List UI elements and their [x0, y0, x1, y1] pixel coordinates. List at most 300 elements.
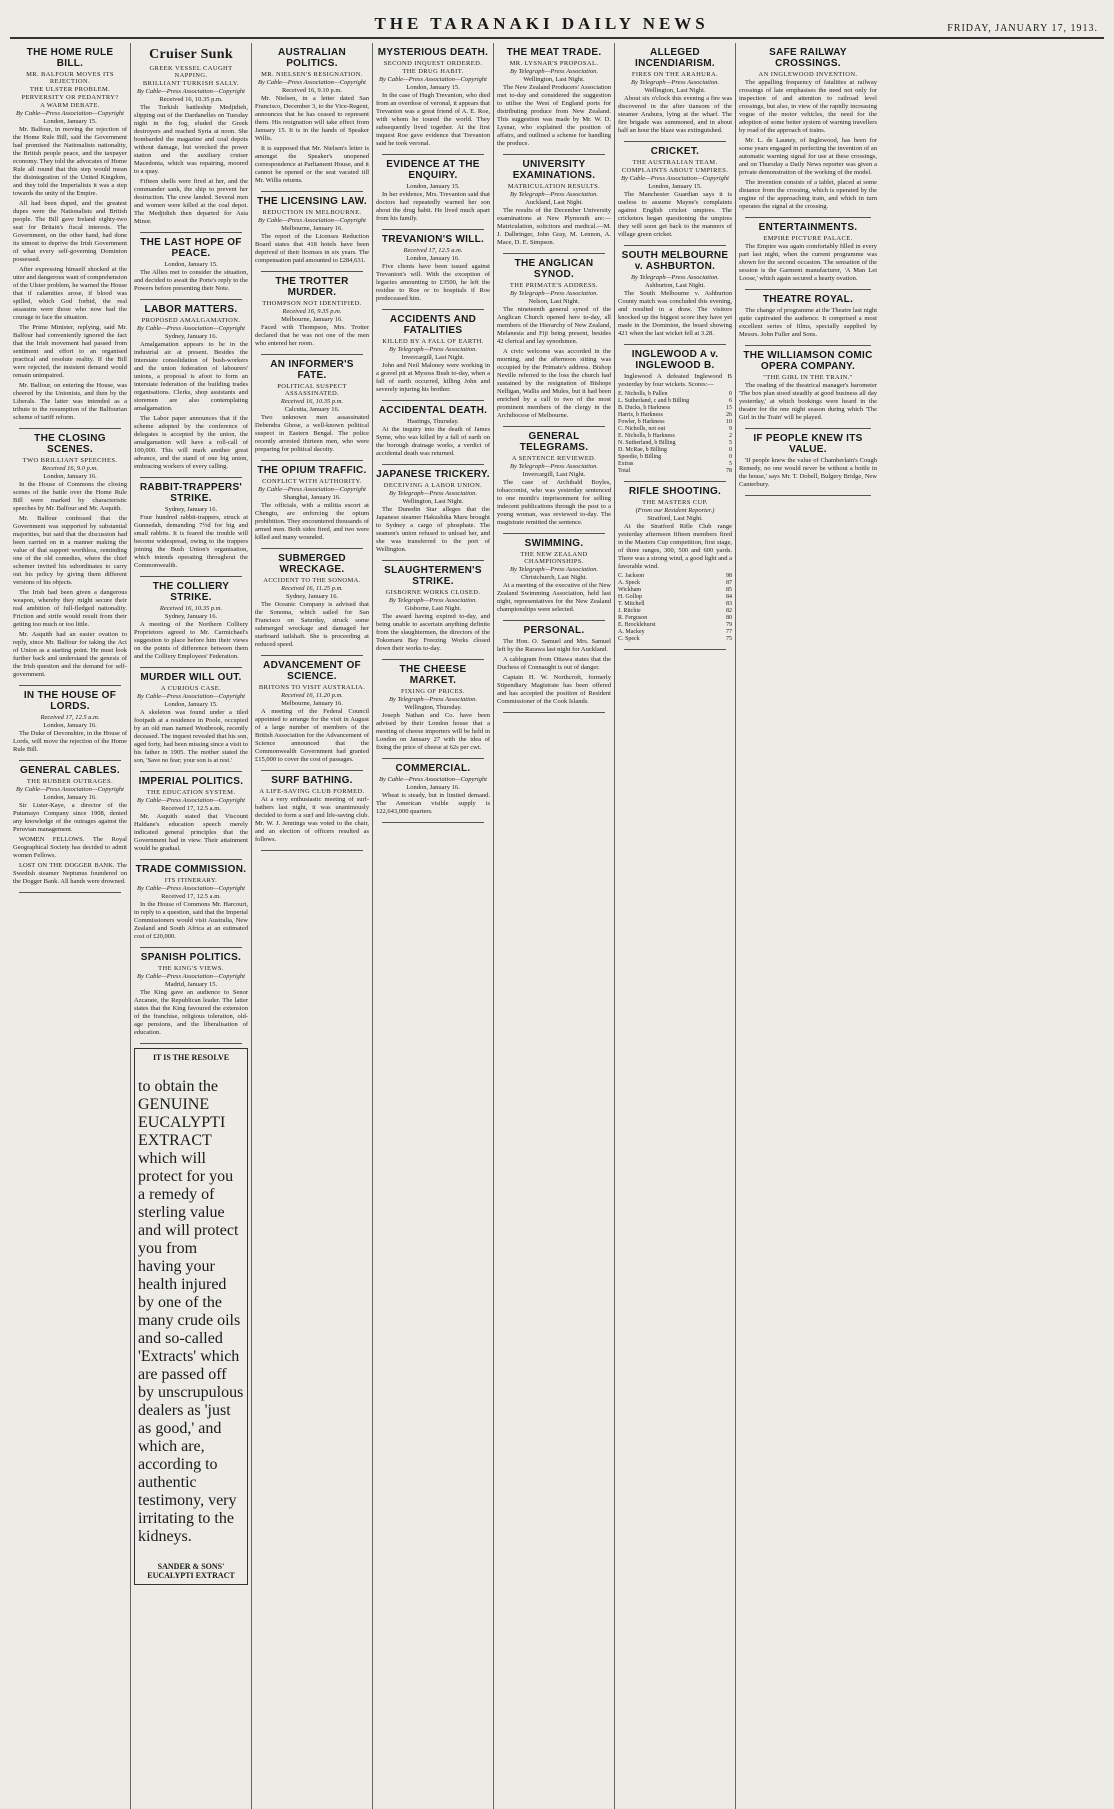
article-headline: THE COLLIERY STRIKE. — [152, 581, 230, 603]
score-table — [618, 573, 732, 643]
article-paragraph: The officials, with a militia escort at Chengtu, are enforcing the opium prohibition. They encountered thousands of armed men. Both sides fired, and two were killed and many wounded. — [255, 502, 369, 541]
article-paragraph: At the inquiry into the death of James Syme, who was killed by a fall of earth on the borough drainage works, a verdict of accidental death was returned. — [376, 426, 490, 457]
score-row — [618, 447, 732, 454]
article-divider — [382, 464, 484, 465]
article-headline: THE LAST HOPE OF PEACE. — [140, 237, 242, 259]
article-headline: GENERAL CABLES. — [20, 765, 120, 776]
article-headline: THE ANGLICAN SYNOD. — [514, 258, 594, 280]
article-byline: By Telegraph—Press Association. — [509, 290, 599, 297]
article — [134, 304, 248, 471]
score-name: Wickham — [618, 587, 642, 593]
article — [497, 47, 611, 148]
article-headline: ADVANCEMENT OF SCIENCE. — [263, 660, 361, 682]
article-byline: By Cable—Press Association—Copyright — [621, 175, 729, 182]
article-paragraph: A meeting of the Northern Colliery Proprietors agreed to Mr. Carmichael's suggestion to place before him their views on the points of difference between them and the Colliery Employees' Federation. — [134, 621, 248, 660]
article-paragraph: The Prime Minister, replying, said Mr. Balfour had conveniently ignored the fact that the Irish movement had passed from sentiment and effort to an organised practical and resolute reality. If the Bill were rejected, the insistent demand would remain unimpaired. — [13, 324, 127, 379]
score-row — [618, 412, 732, 419]
article-byline: Received 16, 9.0 p.m. — [42, 465, 98, 472]
article — [739, 350, 877, 422]
article-divider — [19, 685, 121, 686]
article-paragraph: The appalling frequency of fatalities at railway crossings of late emphasises the need not only for inspection of and attention to railroad level crossings, but also, in view of the rapidly increasing vogue of the motor vehicles, the need for the adoption of some better system of warning travellers by road of the approach of trains. — [739, 79, 877, 134]
article-paragraph: Mr. Nielsen, in a letter dated San Francisco, December 3, to the Vice-Regent, announces that he has ceased to represent them. His resignation will take effect from January 15. It is in the hands of Speaker Willis. — [255, 95, 369, 142]
ad-text: to obtain the GENUINE EUCALYPTI EXTRACT which will protect for you a remedy of sterling value and will protect you from having your health injured by one of the many crude oils and so-called 'Extracts' which are passed off by unscrupulous dealers as 'just as good,' and which are, according to authentic testimony, very irritating to the kidneys. — [138, 1078, 244, 1545]
article — [497, 538, 611, 614]
article-dateline: London, January 15. — [43, 118, 97, 125]
article-headline: SAFE RAILWAY CROSSINGS. — [769, 47, 847, 69]
article — [739, 433, 877, 489]
article-headline: SLAUGHTERMEN'S STRIKE. — [384, 565, 482, 587]
article — [376, 314, 490, 394]
article-paragraph: Mr. Asquith stated that Viscount Haldane's education speech merely indicated general principles that the Government had in view. Their attainment would be gradual. — [134, 813, 248, 852]
score-name: C. Speck — [618, 636, 640, 642]
article — [134, 482, 248, 570]
article-dateline: Calcutta, January 16. — [284, 406, 340, 413]
article-subheading: FIXING OF PRICES. — [400, 688, 466, 695]
article — [739, 47, 877, 211]
article-divider — [261, 191, 363, 192]
article-dateline: Received 17, 12.5 a.m. — [161, 893, 221, 900]
article-subheading: "THE GIRL IN THE TRAIN." — [763, 374, 853, 381]
issue-date: FRIDAY, JANUARY 17, 1913. — [947, 23, 1098, 34]
article-byline: By Cable—Press Association—Copyright — [137, 797, 245, 804]
article — [497, 159, 611, 247]
article-paragraph: In the House of Commons Mr. Harcourt, in reply to a question, said that the Imperial Commissioners would visit Australia, New Zealand and South Africa at an estimated cost of £20,000. — [134, 901, 248, 940]
article-divider — [140, 859, 242, 860]
article-dateline: London, January 15. — [406, 84, 460, 91]
score-name: C. Jackson — [618, 573, 644, 579]
columns — [10, 43, 1104, 1809]
article-headline: IMPERIAL POLITICS. — [138, 776, 244, 787]
article-paragraph: The Duke of Devonshire, in the House of Lords, will move the rejection of the Home Rule Bill. — [13, 730, 127, 753]
article-divider — [745, 495, 871, 496]
article-headline: THE OPIUM TRAFFIC. — [257, 465, 367, 476]
article-headline: TRADE COMMISSION. — [135, 864, 247, 875]
article-divider — [140, 667, 242, 668]
score-value: 84 — [726, 594, 732, 600]
article — [134, 581, 248, 661]
article-subheading: A WARM DEBATE. — [40, 102, 100, 109]
score-row — [618, 405, 732, 412]
article-headline: MYSTERIOUS DEATH. — [377, 47, 489, 58]
article-byline: By Telegraph—Press Association. — [388, 490, 478, 497]
article-byline: Received 16, 11.20 p.m. — [281, 692, 343, 699]
article-divider — [261, 770, 363, 771]
score-value: 26 — [726, 412, 732, 418]
article-dateline: Sydney, January 16. — [164, 613, 218, 620]
article-byline: Received 16, 11.25 p.m. — [281, 585, 343, 592]
score-row — [618, 608, 732, 615]
article-subheading: DECEIVING A LABOR UNION. — [383, 482, 483, 489]
article-paragraph: Joseph Nathan and Co. have been advised by their London house that a meeting of cheese importers will be held in London on January 27 with the idea of fixing the price of cheese at 62s per cwt. — [376, 712, 490, 751]
article-headline: IN THE HOUSE OF LORDS. — [23, 690, 117, 712]
article-divider — [624, 245, 726, 246]
article-paragraph: It is supposed that Mr. Nielsen's letter is amongst the Speaker's unopened correspondence at Parliament House, and it cannot be opened or the seat vacated till Mr. Willis returns. — [255, 145, 369, 184]
article-divider — [261, 354, 363, 355]
score-name: Total — [618, 468, 631, 474]
score-row — [618, 601, 732, 608]
article-subheading: A CURIOUS CASE. — [160, 685, 222, 692]
article-headline: EVIDENCE AT THE ENQUIRY. — [386, 159, 480, 181]
article-byline: (From our Resident Reporter.) — [635, 507, 715, 514]
score-row — [618, 573, 732, 580]
score-row — [618, 440, 732, 447]
article-headline: ACCIDENTAL DEATH. — [378, 405, 488, 416]
article-dateline: Melbourne, January 16. — [281, 225, 343, 232]
article — [739, 222, 877, 283]
article-headline: ALLEGED INCENDIARISM. — [634, 47, 715, 69]
article-subheading: THE NEW ZEALAND CHAMPIONSHIPS. — [520, 551, 588, 565]
article-headline: THE WILLIAMSON COMIC OPERA COMPANY. — [743, 350, 873, 372]
article-subheading: PROPOSED AMALGAMATION. — [141, 317, 241, 324]
newspaper-title: THE TARANAKI DAILY NEWS — [374, 14, 709, 33]
article-divider — [140, 771, 242, 772]
article-headline: SURF BATHING. — [271, 775, 353, 786]
article-dateline: Received 16, 9.10 p.m. — [281, 87, 343, 94]
article — [255, 465, 369, 542]
article-divider — [624, 649, 726, 650]
score-name: Harris, b Harkness — [618, 412, 663, 418]
article-subheading: GISBORNE WORKS CLOSED. — [385, 589, 481, 596]
score-name: E. Nicholls, b Harkness — [618, 433, 675, 439]
article-divider — [19, 892, 121, 893]
ad-brand: SANDER & SONS' EUCALYPTI EXTRACT — [147, 1562, 235, 1580]
article — [134, 672, 248, 765]
article-byline: By Telegraph—Press Association. — [509, 68, 599, 75]
article-divider — [382, 560, 484, 561]
article-paragraph: John and Neil Maloney were working in a gravel pit at Mysoss Bush to-day, when a fall of earth occurred, killing John and severely injuring his brother. — [376, 362, 490, 393]
article-dateline: London, January 16. — [43, 722, 97, 729]
article-paragraph: The King gave an audience to Senor Azcarate, the Republican leader. The latter states that the King favoured the extension of the franchise, religious toleration, old-age pensions, and the liberalisation of education. — [134, 989, 248, 1036]
article-paragraph: The results of the December University examinations at New Plymouth are:—Matriculation, solicitors and medical.—M. J. Dalbringer, John Gray, M. Lennon, A. Mace, D. E. Simpson. — [497, 207, 611, 246]
article-dateline: London, January 15. — [164, 261, 218, 268]
article-paragraph: The Allies met to consider the situation, and decided to await the Porte's reply to the Powers before presenting their Note. — [134, 269, 248, 292]
article-divider — [382, 659, 484, 660]
article-dateline: Melbourne, January 16. — [281, 316, 343, 323]
article-byline: Received 17, 12.5 a.m. — [403, 247, 463, 254]
article-paragraph: The Labor paper announces that if the scheme adopted by the conference of delegates is accepted by the union, the amalgamation will have a roll-call of 100,000. This will mark another great advance, and the stand of one big union, embracing workers of every calling. — [134, 415, 248, 470]
article-subheading: A SENTENCE REVIEWED. — [511, 455, 597, 462]
article — [376, 664, 490, 752]
article-dateline: Hastings, Thursday. — [407, 418, 459, 425]
article — [255, 196, 369, 265]
article-divider — [382, 229, 484, 230]
article-paragraph: Five clients have been issued against Trevanion's will. With the exception of legacies amounting to £3500, he left the residue to Roe or to hospitals if Roe predeceased him. — [376, 263, 490, 302]
article — [134, 237, 248, 293]
advertisement — [134, 1048, 248, 1585]
article-subheading: FIRES ON THE ARAHURA. — [631, 71, 719, 78]
article-divider — [19, 428, 121, 429]
article-paragraph: LOST ON THE DOGGER BANK. The Swedish steamer Neptunus foundered on the Dogger Bank. All hands were drowned. — [13, 862, 127, 885]
article-dateline: London, January 15. — [648, 183, 702, 190]
score-row — [618, 468, 732, 475]
article-divider — [19, 760, 121, 761]
article-paragraph: Mr. Asquith had an easier ovation to reply, since Mr. Balfour for taking the Act of Union as a starting point. He must look further back and understand the genesis of the Irish question and the demand for self-government. — [13, 631, 127, 678]
article — [255, 775, 369, 844]
score-name: J. Ritchie — [618, 608, 641, 614]
article-byline: Received 17, 12.5 a.m. — [40, 714, 100, 721]
score-value: 0 — [729, 454, 732, 460]
article-paragraph: At a very enthusiastic meeting of surf-bathers last night, it was unanimously decided to form a surf and life-saving club. Mr. W. J. Jennings was voted to the chair, and an election of officers resulted as follows. — [255, 796, 369, 843]
article-paragraph: A meeting of the Federal Council appointed to arrange for the visit in August of a large number of members of the British Association for the Advancement of Science announced that the Commonwealth Government had granted £15,000 to cover the cost of passages. — [255, 708, 369, 763]
article-headline: AUSTRALIAN POLITICS. — [278, 47, 346, 69]
article-headline: LABOR MATTERS. — [144, 304, 238, 315]
article-divider — [140, 947, 242, 948]
article-divider — [503, 620, 605, 621]
article-byline: Received 16, 10.35 p.m. — [280, 398, 344, 405]
article-subheading: TWO BRILLIANT SPEECHES. — [22, 457, 118, 464]
ad-headline: IT IS THE RESOLVE — [152, 1053, 230, 1062]
article-dateline: London, January 16. — [406, 784, 460, 791]
article — [376, 565, 490, 653]
article-subheading: REDUCTION IN MELBOURNE. — [262, 209, 362, 216]
article-byline: By Cable—Press Association—Copyright — [379, 76, 487, 83]
score-name: Extras — [618, 461, 634, 467]
article-dateline: Received 16, 10.35 p.m. — [159, 96, 223, 103]
score-value: 15 — [726, 405, 732, 411]
article-subheading: THE KING'S VIEWS. — [158, 965, 224, 972]
column-3 — [252, 43, 373, 1809]
article-headline: JAPANESE TRICKERY. — [376, 469, 490, 480]
score-row — [618, 391, 732, 398]
score-row — [618, 615, 732, 622]
article-dateline: Wellington, Last Night. — [402, 498, 464, 505]
article-dateline: Sydney, January 16. — [285, 593, 339, 600]
score-row — [618, 419, 732, 426]
article-headline: ENTERTAINMENTS. — [758, 222, 858, 233]
article-headline: THE CLOSING SCENES. — [34, 433, 106, 455]
article-paragraph: The award having expired to-day, and being unable to ascertain anything definite from the slaughtermen, the directors of the Tokomaru Bay Freezing Works closed down their works to-day. — [376, 613, 490, 652]
score-value: 2 — [729, 433, 732, 439]
article-headline: THEATRE ROYAL. — [762, 294, 854, 305]
score-value: 98 — [726, 573, 732, 579]
article-divider — [382, 822, 484, 823]
article-subheading: THE DRUG HABIT. — [402, 68, 464, 75]
article-subheading: ACCIDENT TO THE SONOMA. — [263, 577, 361, 584]
article-byline: By Telegraph—Press Association. — [388, 696, 478, 703]
score-name: R. Ferguson — [618, 615, 648, 621]
article-headline: THE LICENSING LAW. — [257, 196, 367, 207]
article-paragraph: Amalgamation appears to be in the industrial air at present. Besides the interstate consolidation of bush-workers and the union federation of labourers' unions, a proposal is afoot to form an interstate federation of the building trades organisations. Clerks, shop assistants and storemen are also contemplating amalgamation. — [134, 341, 248, 412]
article-paragraph: The Manchester Guardian says it is useless to assume Mayne's complaints against English cricket umpires. The cricketers began questioning the umpires they will soon get back to the manners of village green cricket. — [618, 191, 732, 238]
article-byline: By Cable—Press Association—Copyright — [137, 973, 245, 980]
article-dateline: Sydney, January 16. — [164, 506, 218, 513]
article-divider — [140, 576, 242, 577]
article-dateline: Ashburton, Last Night. — [645, 282, 705, 289]
article-divider — [382, 309, 484, 310]
article — [618, 146, 732, 239]
article-paragraph: The Turkish battleship Medjidieh, slipping out of the Dardanelles on Tuesday night in the fog, eluded the Greek destroyers and reached Syria at noon. She bombarded the magazine and coal depots without damage, but wrecked the power station and the auxiliary cruiser Macedonia, which was repairing, moored to a quay. — [134, 104, 248, 175]
article-divider — [745, 428, 871, 429]
score-name: T. Mitchell — [618, 601, 645, 607]
article-subheading: KILLED BY A FALL OF EARTH. — [382, 338, 484, 345]
article-dateline: Melbourne, January 16. — [281, 700, 343, 707]
article-paragraph: The Hon. O. Samuel and Mrs. Samuel left by the Rarawa last night for Auckland. — [497, 638, 611, 653]
article-dateline: Auckland, Last Night. — [525, 199, 583, 206]
score-value: 82 — [726, 608, 732, 614]
article — [255, 276, 369, 348]
article — [376, 159, 490, 223]
article-byline: Received 16, 10.35 p.m. — [159, 605, 223, 612]
article-byline: By Telegraph—Press Association. — [509, 566, 599, 573]
score-name: D. McRae, b Billing — [618, 447, 667, 453]
article-dateline: Wellington, Last Night. — [644, 87, 706, 94]
article-subheading: MR. NIELSEN'S RESIGNATION. — [261, 71, 363, 78]
article-paragraph: Faced with Thompson, Mrs. Trotter declared that he was not one of the men who entered her room. — [255, 324, 369, 347]
score-value: 85 — [726, 587, 732, 593]
score-row — [618, 629, 732, 636]
score-row — [618, 433, 732, 440]
score-value: 77 — [726, 629, 732, 635]
article-paragraph: The Oceanic Company is advised that the Sonoma, which sailed for San Francisco on Saturday, struck some submerged wreckage and damaged her starboard tailshaft. She is proceeding at reduced speed. — [255, 601, 369, 648]
score-name: E. Brocklehurst — [618, 622, 656, 628]
article-subheading: THOMPSON NOT IDENTIFIED. — [262, 300, 362, 307]
article — [134, 864, 248, 941]
article-paragraph: In her evidence, Mrs. Trevanion said that doctors had repeatedly warned her son about the drug habit. He lived much apart from his family. — [376, 191, 490, 222]
article-dateline: Stratford, Last Night. — [647, 515, 703, 522]
article-divider — [624, 141, 726, 142]
article-dateline: Wellington, Last Night. — [523, 76, 585, 83]
article — [255, 660, 369, 764]
article — [13, 765, 127, 886]
article — [497, 258, 611, 420]
column-1 — [10, 43, 131, 1809]
score-value: 6 — [729, 398, 732, 404]
article-paragraph: About six o'clock this evening a fire was discovered in the after tiansom of the steamer Arahura, lying at the wharf. The fire brigade was summoned, and in about half an hour the blaze was extinguished. — [618, 95, 732, 134]
score-name: B. Ducks, b Harkness — [618, 405, 671, 411]
column-7 — [736, 43, 880, 1809]
article-dateline: Christchurch, Last Night. — [520, 574, 588, 581]
score-row — [618, 594, 732, 601]
article — [134, 776, 248, 853]
article-divider — [382, 400, 484, 401]
article-paragraph: All had been duped, and the greatest dupes were the Nationalists and British people. The Bill gave Ireland eighty-two seat for Britain's fiscal interests. The Government, on the other hand, had done its utmost to deprive the Irish Government of what every self-governing Dominion possessed. — [13, 200, 127, 263]
column-6 — [615, 43, 736, 1809]
article — [376, 234, 490, 303]
score-row — [618, 454, 732, 461]
article-paragraph: Fifteen shells were fired at her, and the commander sank, the ship to prevent her destruction. The crew landed. Several men and women were killed at the coal depot. The Medjidieh then departed for Asia Minor. — [134, 178, 248, 225]
article-paragraph: At a meeting of the executive of the New Zealand Swimming Association, held last night, representatives for the New Zealand championships were selected. — [497, 582, 611, 613]
article-divider — [261, 548, 363, 549]
score-value: 5 — [729, 461, 732, 467]
score-name: L. Sutherland, c and b Billing — [618, 398, 690, 404]
article-subheading: PERVERSITY OR PEDANTRY? — [21, 94, 119, 101]
score-name: C. Nicholls, not out — [618, 426, 666, 432]
score-value: 5 — [729, 440, 732, 446]
article-subheading: MR. BALFOUR MOVES ITS REJECTION. — [26, 71, 114, 85]
article-headline: SWIMMING. — [524, 538, 584, 549]
article-paragraph: The report of the Licenses Reduction Board states that 418 hotels have been deprived of their licenses in six years. The compensation paid amounted to £284,631. — [255, 233, 369, 264]
article-headline: IF PEOPLE KNEW ITS VALUE. — [753, 433, 863, 455]
article-dateline: Wellington, Thursday. — [404, 704, 462, 711]
article-byline: By Telegraph—Press Association. — [509, 191, 599, 198]
article — [497, 625, 611, 706]
article-byline: By Telegraph—Press Association. — [630, 79, 720, 86]
article-headline: CRICKET. — [650, 146, 700, 157]
article-divider — [140, 1043, 242, 1044]
article-byline: By Telegraph—Press Association. — [630, 274, 720, 281]
article-headline: THE MEAT TRADE. — [506, 47, 602, 58]
article-divider — [745, 289, 871, 290]
article-byline: By Cable—Press Association—Copyright — [137, 885, 245, 892]
article-byline: By Cable—Press Association—Copyright — [379, 776, 487, 783]
article-subheading: THE ULSTER PROBLEM. — [29, 86, 111, 93]
article-paragraph: The Irish had been given a dangerous weapon, whereby they might secure their real ambition of full-fledged nationality. Friction and strife would result from their getting too much or too little. — [13, 589, 127, 628]
article — [255, 553, 369, 649]
article-byline: By Cable—Press Association—Copyright — [16, 110, 124, 117]
article-byline: By Telegraph—Press Association. — [388, 597, 478, 604]
article-divider — [140, 477, 242, 478]
article-subheading: COMPLAINTS ABOUT UMPIRES. — [621, 167, 729, 174]
article-divider — [745, 345, 871, 346]
article-paragraph: The South Melbourne v. Ashburton County match was concluded this evening, and resulted in a draw. The visitors knocked up the biggest score they have yet made in the Dominion, the board showing 421 when the last wicket fell at 3.28. — [618, 290, 732, 337]
score-value: 80 — [726, 615, 732, 621]
article-byline: By Cable—Press Association—Copyright — [258, 79, 366, 86]
article-divider — [382, 758, 484, 759]
article-paragraph: A skeleton was found under a tiled footpath at a residence in Poole, occupied by an old man named Westbrook, recently deceased. The inquest revealed that his son, aged forty, had been missing since a visit to his father in 1905. The mother stated the son, 'Save no fear; your son is at rest.' — [134, 709, 248, 764]
article-divider — [503, 154, 605, 155]
score-value: 78 — [726, 468, 732, 474]
article-paragraph: Mr. Balfour, on entering the House, was cheered by the Unionists, and then by the Liberals. The latter was intended as a tribute to the resumption of the Balfourian scheme of tariff reform. — [13, 382, 127, 421]
article-paragraph: The nineteenth general synod of the Anglican Church opened here to-day, all members of the Hierarchy of New Zealand, Melanesia and Fiji being present, besides 42 clerical and lay synodsmen. — [497, 306, 611, 345]
article-subheading: THE EDUCATION SYSTEM. — [146, 789, 236, 796]
article-paragraph: Captain H. W. Northcroft, formerly Stipendiary Magistrate has been offered and has accepted the position of Resident Commissioner of the Cook Islands. — [497, 674, 611, 705]
score-row — [618, 580, 732, 587]
article — [13, 47, 127, 422]
article-dateline: Nelson, Last Night. — [528, 298, 580, 305]
article-divider — [261, 460, 363, 461]
article — [13, 433, 127, 679]
article-byline: By Cable—Press Association—Copyright — [137, 88, 245, 95]
article-divider — [261, 850, 363, 851]
score-row — [618, 587, 732, 594]
article-headline: PERSONAL. — [523, 625, 585, 636]
article-headline: AN INFORMER'S FATE. — [270, 359, 354, 381]
masthead — [10, 6, 1104, 39]
article-headline: MURDER WILL OUT. — [140, 672, 242, 683]
column-4 — [373, 43, 494, 1809]
score-row — [618, 622, 732, 629]
article-dateline: London, January 15. — [406, 183, 460, 190]
article-divider — [261, 271, 363, 272]
score-name: Speedie, b Billing — [618, 454, 662, 460]
article-subheading: ITS ITINERARY. — [164, 877, 218, 884]
article-paragraph: Wheat is steady, but in limited demand. The American visible supply is 122,643,000 quarters. — [376, 792, 490, 815]
article-divider — [140, 299, 242, 300]
score-value: 9 — [729, 426, 732, 432]
article-dateline: Shanghai, January 16. — [283, 494, 341, 501]
article-subheading: THE RUBBER OUTRAGES. — [26, 778, 114, 785]
article-paragraph: The reading of the theatrical manager's barometer 'The box plan stood steadily at good business all day yesterday,' at which bookings were heard in the theatre for the one night season during which 'The Girl in the Train' will be played. — [739, 382, 877, 421]
article-divider — [503, 426, 605, 427]
article — [618, 47, 732, 135]
article-headline: THE HOME RULE BILL. — [26, 47, 114, 69]
article-subheading: CONFLICT WITH AUTHORITY. — [262, 478, 362, 485]
article-dateline: Sydney, January 16. — [164, 333, 218, 340]
article-paragraph: Mr. Balfour, in moving the rejection of the Home Rule Bill, said the Government had promised the Nationalists nationality, the British people peace, and the taxpayer economy. They told the advocates of Home Rule all round that this step would mean the disintegration of the United Kingdom, and they told the Imperialists it was a step towards the unity of the Empire. — [13, 126, 127, 197]
article-paragraph: The case of Archibald Boyles, tobacconist, who was yesterday sentenced to one month's imprisonment for selling indecent publications through the post to a young woman, was reviewed to-day. The magistrate remitted the sentence. — [497, 479, 611, 526]
article-byline: By Telegraph—Press Association. — [509, 463, 599, 470]
article-byline: By Cable—Press Association—Copyright — [137, 693, 245, 700]
article-divider — [745, 217, 871, 218]
column-5 — [494, 43, 615, 1809]
article-paragraph: Four hundred rabbit-trappers, struck at Gunnedah, demanding 7½d for big and small rabbits. It is feared the trouble will become widespread, owing to the trappers joining the Bush Union's organisation, which intends operating throughout the Commonwealth. — [134, 514, 248, 569]
article-paragraph: In the case of Hugh Trevanion, who died from an overdose of veronal, it appears that Trevanion was a great friend of A. E. Roe, with whom he toured the world. They subsequently lived together. At the first inquest Roe gave evidence that Trevanion said he took veronal. — [376, 92, 490, 147]
article-headline: THE TROTTER MURDER. — [275, 276, 349, 298]
article-divider — [503, 533, 605, 534]
article-subheading: THE MASTERS CUP. — [642, 499, 708, 506]
article — [497, 431, 611, 527]
score-value: 0 — [729, 447, 732, 453]
